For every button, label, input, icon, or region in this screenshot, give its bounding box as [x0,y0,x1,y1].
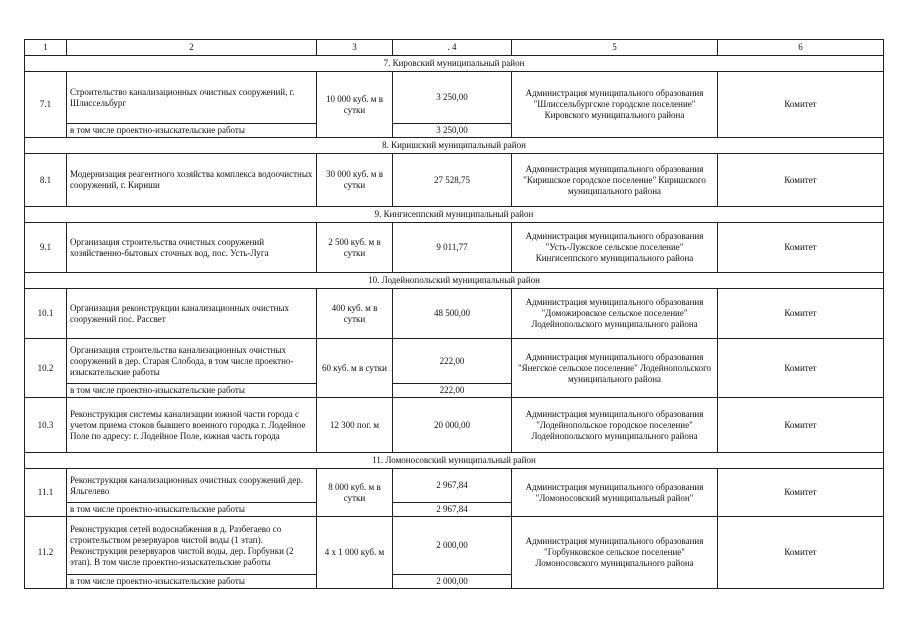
table-row [25,72,884,124]
row-amount: 48 500,00 [393,289,512,339]
row-capacity: 400 куб. м в сутки [317,289,393,339]
row-amount: 3 250,00 [393,72,512,124]
col-num-3: 3 [317,40,393,56]
column-number-row [25,40,884,56]
row-organization: Администрация муниципального образования "Шлиссельбургское городское поселение" Кировского муниципального района [512,72,718,138]
subrow-description: в том числе проектно-изыскательские работы [67,384,317,398]
row-organization: Администрация муниципального образования "Горбунковское сельское поселение" Ломоносовского муниципального района [512,517,718,589]
row-organization: Администрация муниципального образования "Киришское городское поселение" Киришского муниципального района [512,154,718,207]
section-title: 8. Киришский муниципальный район [25,138,884,154]
row-organization: Администрация муниципального образования "Усть-Лужское сельское поселение" Кингисеппского муниципального района [512,223,718,273]
row-amount: 222,00 [393,339,512,384]
subrow-description: в том числе проектно-изыскательские работы [67,503,317,517]
table-row [25,398,884,453]
row-number: 11.1 [25,469,67,517]
program-table [24,39,884,589]
row-organization: Администрация муниципального образования "Ломоносовский муниципальный район" [512,469,718,517]
row-number: 10.1 [25,289,67,339]
section-row [25,138,884,154]
section-title: 9. Кингисеппский муниципальный район [25,207,884,223]
row-description: Организация строительства очистных сооружений хозяйственно-бытовых сточных вод, пос. Усть-Луга [67,223,317,273]
row-number: 11.2 [25,517,67,589]
subrow-amount: 2 967,84 [393,503,512,517]
row-capacity: 60 куб. м в сутки [317,339,393,398]
table-row [25,517,884,575]
row-description: Реконструкция канализационных очистных сооружений дер. Яльгелево [67,469,317,503]
row-number: 9.1 [25,223,67,273]
section-row [25,56,884,72]
table-row [25,154,884,207]
row-executor: Комитет [718,398,884,453]
subrow-description: в том числе проектно-изыскательские работы [67,575,317,589]
row-organization: Администрация муниципального образования "Янегское сельское поселение" Лодейнопольского муниципального района [512,339,718,398]
col-num-6: 6 [718,40,884,56]
section-title: 11. Ломоносовский муниципальный район [25,453,884,469]
row-executor: Комитет [718,223,884,273]
subrow-description: в том числе проектно-изыскательские работы [67,124,317,138]
section-title: 10. Лодейнопольский муниципальный район [25,273,884,289]
row-amount: 2 967,84 [393,469,512,503]
row-executor: Комитет [718,289,884,339]
row-number: 10.3 [25,398,67,453]
row-executor: Комитет [718,72,884,138]
row-number: 7.1 [25,72,67,138]
row-capacity: 2 500 куб. м в сутки [317,223,393,273]
subrow-amount: 3 250,00 [393,124,512,138]
row-capacity: 8 000 куб. м в сутки [317,469,393,517]
row-executor: Комитет [718,154,884,207]
row-description: Реконструкция системы канализации южной части города с учетом приема стоков бывшего военного городка г. Лодейное Поле по адресу: г. Лодейное Поле, южная часть города [67,398,317,453]
table-row [25,223,884,273]
row-number: 10.2 [25,339,67,398]
row-capacity: 30 000 куб. м в сутки [317,154,393,207]
row-description: Строительство канализационных очистных сооружений, г. Шлиссельбург [67,72,317,124]
row-amount: 27 528,75 [393,154,512,207]
subrow-amount: 2 000,00 [393,575,512,589]
col-num-5: 5 [512,40,718,56]
row-description: Организация строительства канализационных очистных сооружений в дер. Старая Слобода, в том числе проектно-изыскательские работы [67,339,317,384]
section-title: 7. Кировский муниципальный район [25,56,884,72]
row-amount: 20 000,00 [393,398,512,453]
col-num-4: . 4 [393,40,512,56]
row-number: 8.1 [25,154,67,207]
row-description: Организация реконструкции канализационных очистных сооружений пос. Рассвет [67,289,317,339]
row-amount: 2 000,00 [393,517,512,575]
col-num-1: 1 [25,40,67,56]
row-organization: Администрация муниципального образования "Лодейнопольское городское поселение" Лодейнопольского муниципального района [512,398,718,453]
row-organization: Администрация муниципального образования "Доможировское сельское поселение" Лодейнопольского муниципального района [512,289,718,339]
row-description: Модернизация реагентного хозяйства комплекса водоочистных сооружений, г. Кириши [67,154,317,207]
row-amount: 9 011,77 [393,223,512,273]
col-num-2: 2 [67,40,317,56]
row-executor: Комитет [718,339,884,398]
row-executor: Комитет [718,469,884,517]
section-row [25,207,884,223]
row-capacity: 4 х 1 000 куб. м [317,517,393,589]
row-description: Реконструкция сетей водоснабжения в д. Разбегаево со строительством резервуаров чистой воды (1 этап). Реконструкция резервуаров чистой воды, дер. Горбунки (2 этап). В том числе проектно-изыскательские работы [67,517,317,575]
table-row [25,469,884,503]
section-row [25,453,884,469]
row-capacity: 10 000 куб. м в сутки [317,72,393,138]
table-row [25,339,884,384]
row-capacity: 12 300 пог. м [317,398,393,453]
row-executor: Комитет [718,517,884,589]
table-row [25,289,884,339]
subrow-amount: 222,00 [393,384,512,398]
section-row [25,273,884,289]
